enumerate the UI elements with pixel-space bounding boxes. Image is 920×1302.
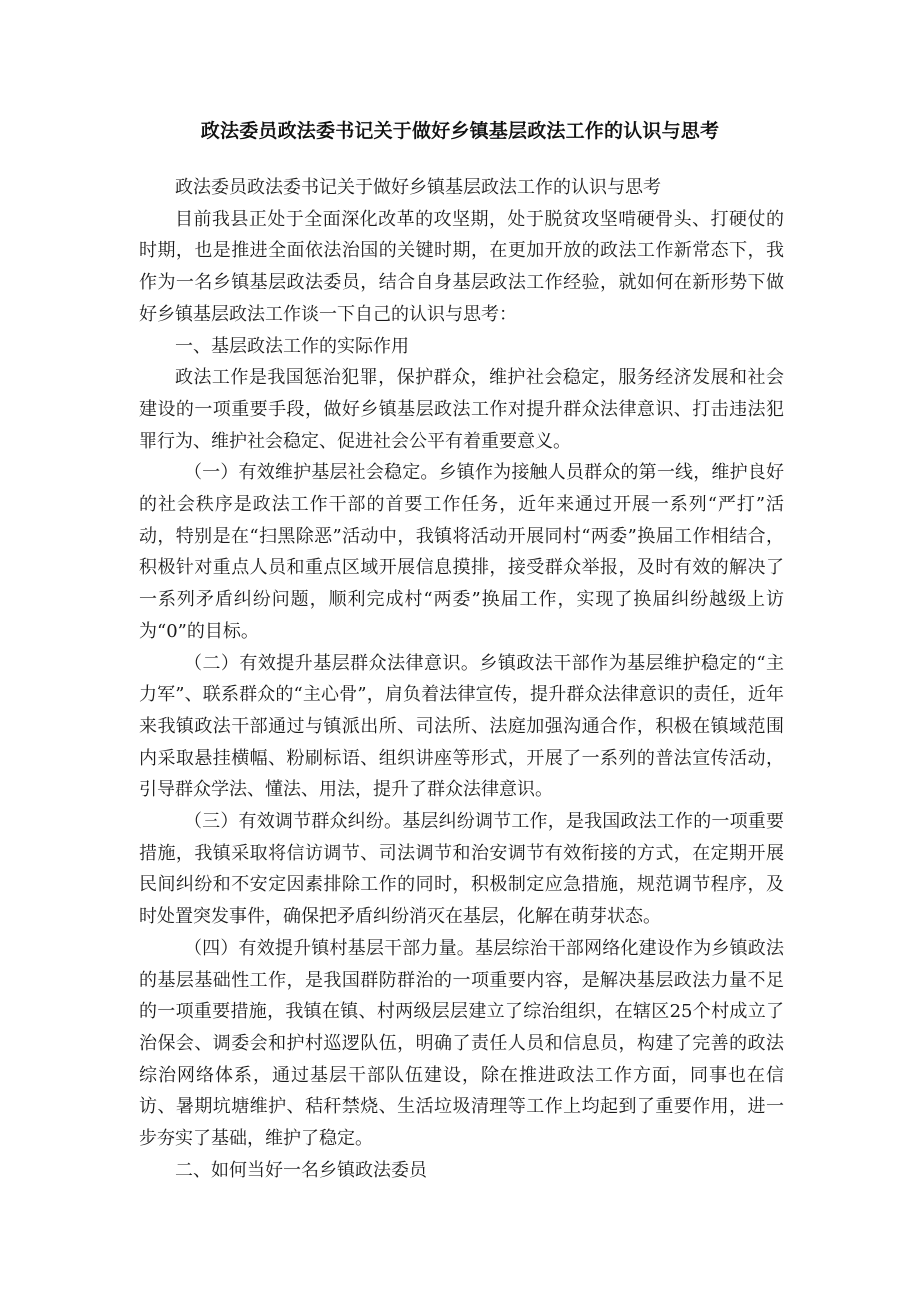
- paragraph-repeated-title: 政法委员政法委书记关于做好乡镇基层政法工作的认识与思考: [175, 177, 661, 198]
- paragraph-introduction: 目前我县正处于全面深化改革的攻坚期，处于脱贫攻坚啃硬骨头、打硬仗的时期，也是推进全面依法治国的关键时期，在更加开放的政法工作新常态下，我作为一名乡镇基层政法委员，结合自身基层政法工作经验，就如何在新形势下做好乡镇基层政法工作谈一下自己的认识与思考：: [139, 208, 784, 325]
- document-title: 政法委员政法委书记关于做好乡镇基层政法工作的认识与思考: [200, 120, 720, 142]
- paragraph-section-1-intro: 政法工作是我国惩治犯罪，保护群众，维护社会稳定，服务经济发展和社会建设的一项重要手段，做好乡镇基层政法工作对提升群众法律意识、打击违法犯罪行为、维护社会稳定、促进社会公平有着重要意义。: [139, 367, 784, 452]
- document-body: [139, 172, 784, 1187]
- section-heading-1: 一、基层政法工作的实际作用: [175, 335, 409, 357]
- paragraph-item-3: （三）有效调节群众纠纷。基层纠纷调节工作，是我国政法工作的一项重要措施，我镇采取将信访调节、司法调节和治安调节有效衔接的方式，在定期开展民间纠纷和不安定因素排除工作的同时，积极制定应急措施，规范调节程序，及时处置突发事件，确保把矛盾纠纷消灭在基层，化解在萌芽状态。: [139, 811, 784, 928]
- paragraph-item-4: （四）有效提升镇村基层干部力量。基层综治干部网络化建设作为乡镇政法的基层基础性工作，是我国群防群治的一项重要内容，是解决基层政法力量不足的一项重要措施，我镇在镇、村两级层层建立了综治组织，在辖区25个村成立了治保会、调委会和护村巡逻队伍，明确了责任人员和信息员，构建了完善的政法综治网络体系，通过基层干部队伍建设，除在推进政法工作方面，同事也在信访、暑期坑塘维护、秸秆禁烧、生活垃圾清理等工作上均起到了重要作用，进一步夯实了基础，维护了稳定。: [139, 937, 784, 1150]
- paragraph-item-1: （一）有效维护基层社会稳定。乡镇作为接触人员群众的第一线，维护良好的社会秩序是政法工作干部的首要工作任务，近年来通过开展一系列“严打”活动，特别是在“扫黑除恶”活动中，我镇将活动开展同村“两委”换届工作相结合，积极针对重点人员和重点区域开展信息摸排，接受群众举报，及时有效的解决了一系列矛盾纠纷问题，顺利完成村“两委”换届工作，实现了换届纠纷越级上访为“0”的目标。: [139, 462, 784, 642]
- paragraph-item-2: （二）有效提升基层群众法律意识。乡镇政法干部作为基层维护稳定的“主力军”、联系群众的“主心骨”，肩负着法律宣传，提升群众法律意识的责任，近年来我镇政法干部通过与镇派出所、司法所、法庭加强沟通合作，积极在镇域范围内采取悬挂横幅、粉刷标语、组织讲座等形式，开展了一系列的普法宣传活动，引导群众学法、懂法、用法，提升了群众法律意识。: [139, 652, 784, 801]
- section-heading-2: 二、如何当好一名乡镇政法委员: [175, 1159, 427, 1181]
